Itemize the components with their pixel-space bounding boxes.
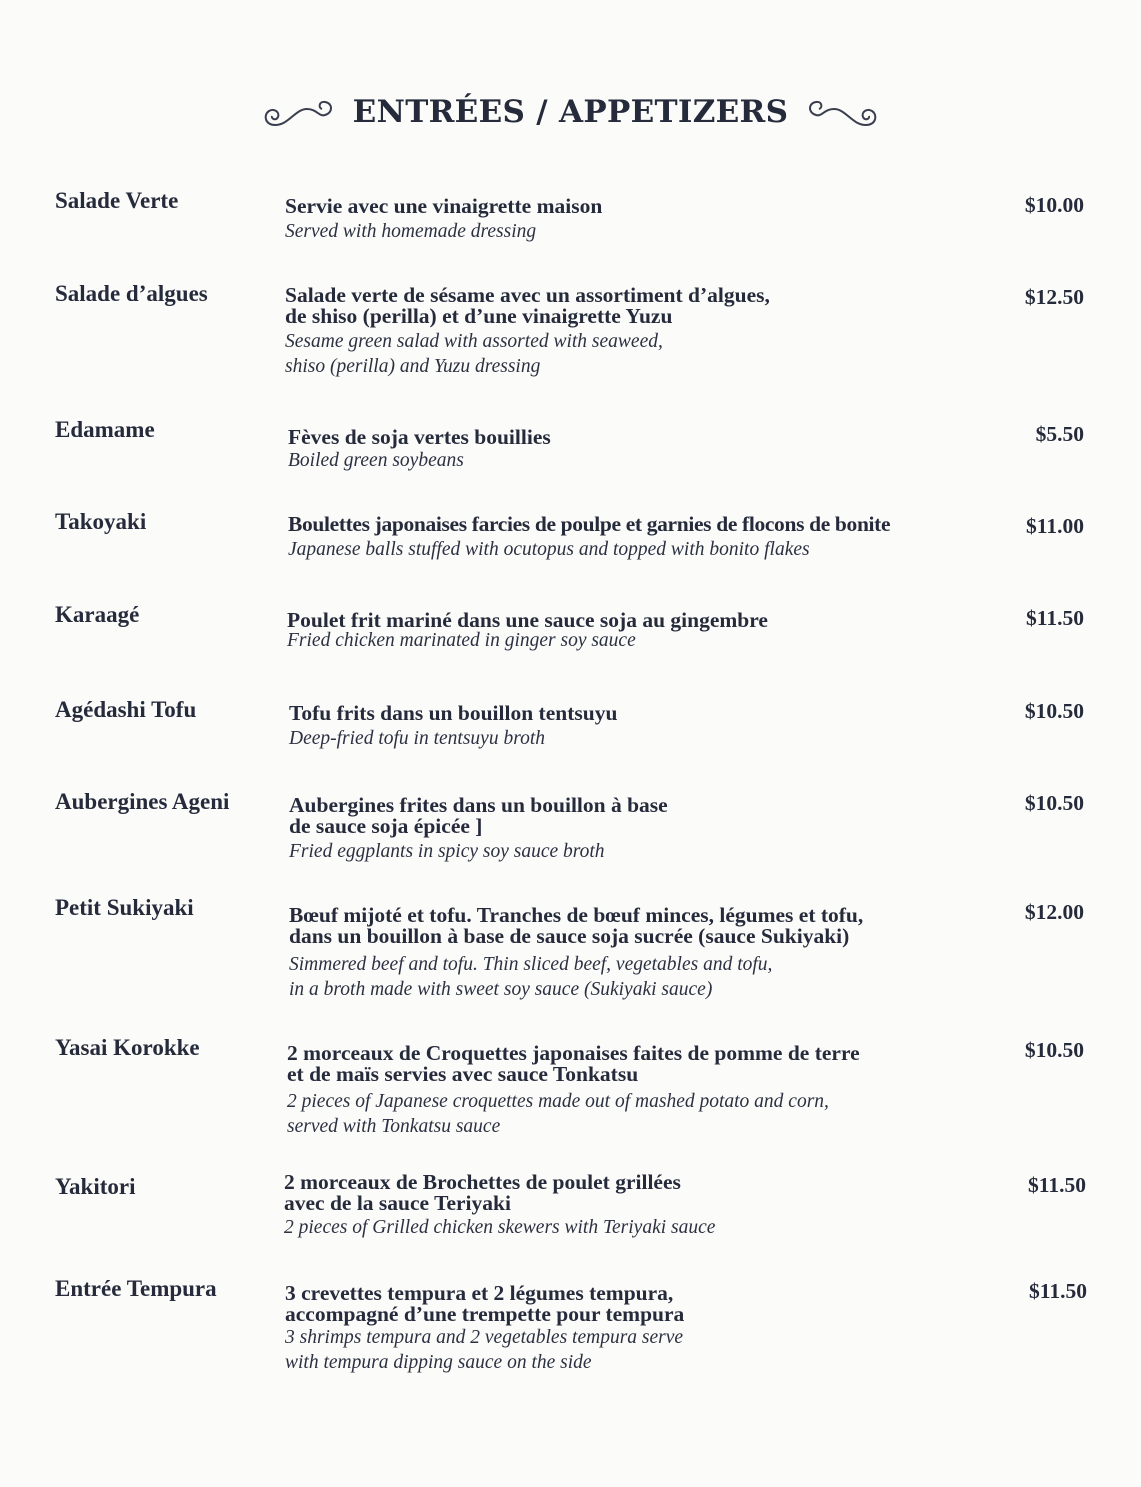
item-description-fr: Boulettes japonaises farcies de poulpe et garnies de flocons de bonite <box>288 512 891 536</box>
menu-header <box>0 94 1141 130</box>
item-description-fr: 2 morceaux de Brochettes de poulet grillées avec de la sauce Teriyaki <box>284 1170 681 1215</box>
item-description <box>288 514 1003 562</box>
item-name: Salade Verte <box>55 188 179 213</box>
item-price: $11.50 <box>1029 1279 1087 1303</box>
page-title: ENTRÉES / APPETIZERS <box>352 94 789 130</box>
item-price: $5.50 <box>1035 422 1084 446</box>
left-flourish-icon <box>261 95 339 129</box>
item-price: $10.50 <box>1024 791 1084 815</box>
item-description-en: Fried chicken marinated in ginger soy sauce <box>287 630 636 651</box>
item-name: Agédashi Tofu <box>55 697 197 722</box>
item-name: Aubergines Ageni <box>55 789 230 814</box>
item-description-fr: Servie avec une vinaigrette maison <box>285 194 603 218</box>
item-name: Karaagé <box>55 602 140 627</box>
item-description-en: Fried eggplants in spicy soy sauce broth <box>289 841 605 862</box>
item-name: Salade d’algues <box>55 281 208 306</box>
item-name: Yasai Korokke <box>55 1035 200 1060</box>
item-description <box>289 703 999 751</box>
item-price: $10.50 <box>1024 699 1084 723</box>
item-description-en: 2 pieces of Japanese croquettes made out of mashed potato and corn, served with Tonkatsu sauce <box>287 1091 829 1137</box>
item-description-fr: Aubergines frites dans un bouillon à base de sauce soja épicée ] <box>289 793 668 838</box>
item-price: $11.50 <box>1026 606 1084 630</box>
item-description <box>284 1172 994 1240</box>
item-description-fr: 3 crevettes tempura et 2 légumes tempura, accompagné d’une trempette pour tempura <box>285 1281 685 1326</box>
item-price: $12.00 <box>1024 900 1084 924</box>
item-description-fr: Poulet frit mariné dans une sauce soja au gingembre <box>287 608 768 632</box>
item-description-en: Simmered beef and tofu. Thin sliced beef, vegetables and tofu, in a broth made with sweet soy sauce (Sukiyaki sauce) <box>289 954 773 1000</box>
item-description <box>288 427 998 470</box>
item-description <box>285 196 995 244</box>
item-description-en: Served with homemade dressing <box>285 221 537 242</box>
item-name: Petit Sukiyaki <box>55 895 194 920</box>
item-description-en: 2 pieces of Grilled chicken skewers with Teriyaki sauce <box>284 1217 716 1238</box>
item-description <box>287 610 997 650</box>
item-name: Yakitori <box>55 1174 136 1199</box>
item-description-fr: 2 morceaux de Croquettes japonaises faites de pomme de terre et de maïs servies avec sauce Tonkatsu <box>287 1041 860 1086</box>
item-description <box>287 1043 997 1139</box>
item-description-en: 3 shrimps tempura and 2 vegetables tempura serve with tempura dipping sauce on the side <box>285 1327 684 1373</box>
item-description-en: Boiled green soybeans <box>288 450 464 471</box>
item-price: $10.50 <box>1024 1038 1084 1062</box>
item-price: $11.00 <box>1026 514 1084 538</box>
item-description-en: Sesame green salad with assorted with seaweed, shiso (perilla) and Yuzu dressing <box>285 331 663 377</box>
item-description-en: Japanese balls stuffed with ocutopus and topped with bonito flakes <box>288 539 810 560</box>
item-description <box>289 795 999 864</box>
item-price: $12.50 <box>1024 285 1084 309</box>
item-description <box>289 905 989 1002</box>
item-description <box>285 285 995 379</box>
item-name: Takoyaki <box>55 509 147 534</box>
item-description-fr: Bœuf mijoté et tofu. Tranches de bœuf minces, légumes et tofu, dans un bouillon à base de sauce soja sucrée (sauce Sukiyaki) <box>289 903 864 948</box>
item-name: Entrée Tempura <box>55 1276 217 1301</box>
item-description-en: Deep-fried tofu in tentsuyu broth <box>289 728 545 749</box>
item-name: Edamame <box>55 417 155 442</box>
right-flourish-icon <box>802 95 880 129</box>
item-description-fr: Salade verte de sésame avec un assortiment d’algues, de shiso (perilla) et d’une vinaigrette Yuzu <box>285 283 770 328</box>
item-description-fr: Tofu frits dans un bouillon tentsuyu <box>289 701 618 725</box>
item-price: $11.50 <box>1028 1173 1086 1197</box>
item-price: $10.00 <box>1024 193 1084 217</box>
item-description-fr: Fèves de soja vertes bouillies <box>288 425 551 449</box>
item-description <box>285 1283 995 1375</box>
